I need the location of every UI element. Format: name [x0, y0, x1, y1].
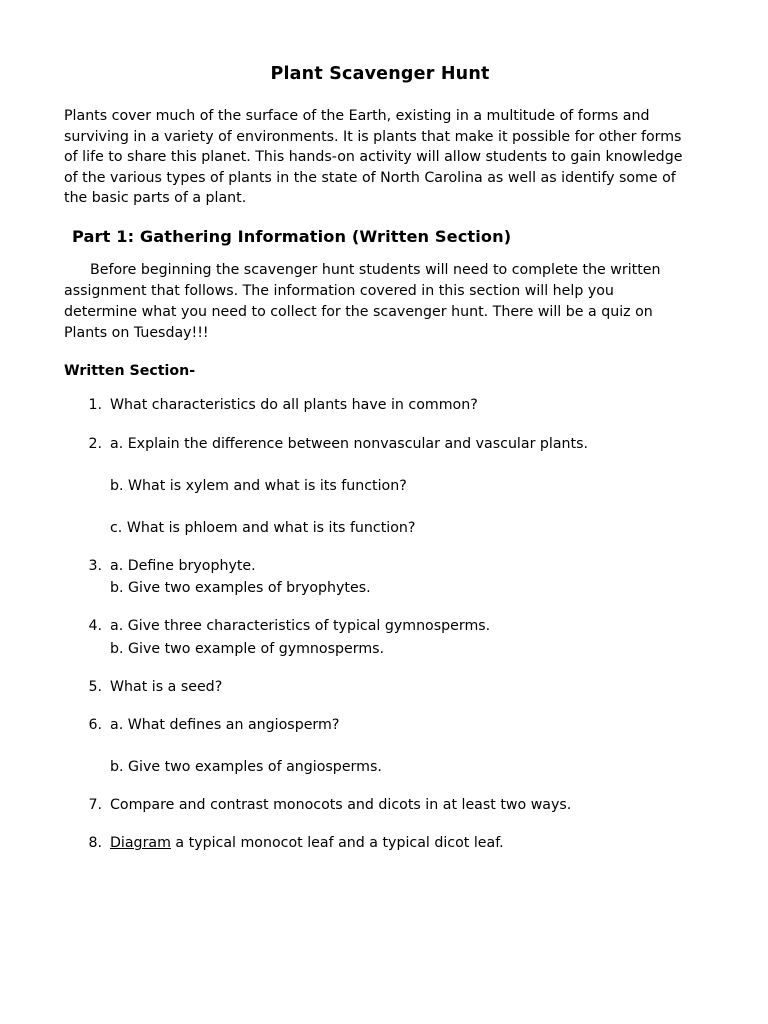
- diagram-underlined-word: Diagram: [110, 835, 171, 852]
- intro-paragraph: Plants cover much of the surface of the Earth, existing in a multitude of forms and surviving in a variety of environments. It is plants that make it possible for other forms of life to share this planet. This hands-on activity will allow students to gain knowledge of the various types of plants in the state of North Carolina as well as identify some of the basic parts of a plant.: [64, 108, 683, 207]
- question-text: b. Give two examples of angiosperms.: [110, 759, 382, 776]
- question-number: 7.: [88, 797, 102, 814]
- question-number: 5.: [88, 678, 102, 695]
- list-item: [64, 616, 696, 658]
- question-text: a. What defines an angiosperm?: [110, 716, 340, 733]
- question-text: a typical monocot leaf and a typical dicot leaf.: [170, 835, 504, 852]
- page-title: Plant Scavenger Hunt: [270, 64, 490, 84]
- question-number: 6.: [88, 716, 102, 733]
- question-text: c. What is phloem and what is its function?: [110, 519, 416, 536]
- written-section-label: Written Section-: [64, 363, 196, 380]
- question-text-line: [110, 833, 696, 853]
- list-item: [64, 556, 696, 598]
- question-text: b. What is xylem and what is its function?: [110, 477, 407, 494]
- question-text: a. Explain the difference between nonvascular and vascular plants.: [110, 435, 589, 452]
- list-item: [64, 677, 696, 697]
- list-item: [64, 795, 696, 815]
- question-text: What is a seed?: [110, 678, 223, 695]
- question-number: 4.: [88, 618, 102, 635]
- list-item: [64, 833, 696, 853]
- question-number: 2.: [88, 435, 102, 452]
- question-text: b. Give two example of gymnosperms.: [110, 640, 385, 657]
- question-text: What characteristics do all plants have in common?: [110, 397, 478, 414]
- list-item: [64, 434, 696, 538]
- question-text: b. Give two examples of bryophytes.: [110, 580, 371, 597]
- list-item: [64, 715, 696, 777]
- question-number: 8.: [88, 835, 102, 852]
- question-text: a. Define bryophyte.: [110, 558, 256, 575]
- question-text: a. Give three characteristics of typical gymnosperms.: [110, 618, 491, 635]
- part-1-heading: Part 1: Gathering Information (Written Section): [72, 226, 512, 246]
- question-list: [64, 395, 696, 853]
- question-number: 1.: [88, 397, 102, 414]
- list-item: [64, 395, 696, 415]
- question-number: 3.: [88, 558, 102, 575]
- question-text: Compare and contrast monocots and dicots in at least two ways.: [110, 797, 572, 814]
- part-1-paragraph: Before beginning the scavenger hunt students will need to complete the written assignment that follows. The information covered in this section will help you determine what you need to collect for the scavenger hunt. There will be a quiz on Plants on Tuesday!!!: [64, 261, 661, 341]
